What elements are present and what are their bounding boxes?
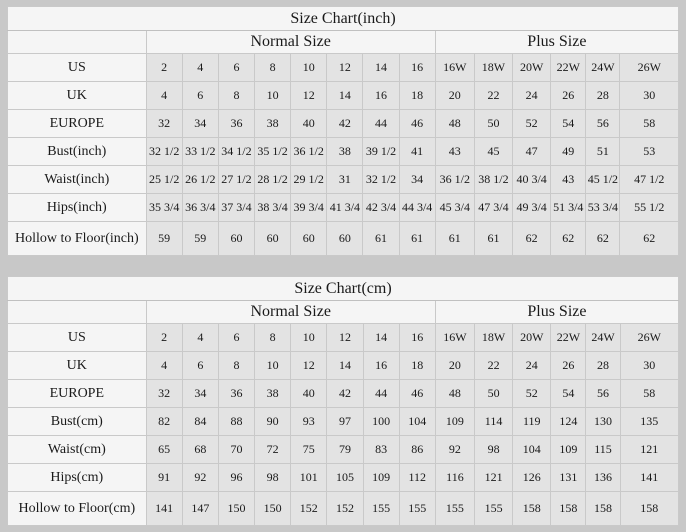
plus-size-cell: 52	[513, 380, 551, 408]
normal-size-cell: 152	[291, 492, 327, 526]
plus-size-cell: 20W	[513, 324, 551, 352]
table-row	[8, 194, 679, 222]
normal-size-cell: 92	[182, 464, 218, 492]
plus-size-cell: 36 1/2	[435, 166, 474, 194]
table-row	[8, 110, 679, 138]
normal-size-cell: 6	[218, 324, 254, 352]
size-chart-cm-table	[7, 276, 679, 526]
plus-size-cell: 131	[551, 464, 586, 492]
normal-size-cell: 4	[182, 324, 218, 352]
plus-size-cell: 47 1/2	[620, 166, 679, 194]
plus-size-cell: 16W	[435, 324, 474, 352]
plus-size-cell: 30	[620, 352, 678, 380]
normal-size-cell: 16	[399, 324, 435, 352]
normal-size-cell: 150	[255, 492, 291, 526]
plus-size-cell: 24	[513, 352, 551, 380]
normal-size-cell: 32	[146, 110, 182, 138]
plus-size-cell: 20	[435, 352, 474, 380]
normal-size-cell: 16	[363, 352, 399, 380]
normal-size-cell: 79	[327, 436, 363, 464]
plus-size-cell: 115	[586, 436, 620, 464]
normal-size-cell: 109	[363, 464, 399, 492]
normal-size-cell: 100	[363, 408, 399, 436]
plus-size-cell: 158	[551, 492, 586, 526]
normal-size-cell: 8	[218, 352, 254, 380]
plus-size-cell: 40 3/4	[513, 166, 551, 194]
plus-size-cell: 141	[620, 464, 678, 492]
table-row	[8, 166, 679, 194]
plus-size-cell: 20	[435, 82, 474, 110]
plus-size-cell: 130	[586, 408, 620, 436]
plus-size-cell: 16W	[435, 54, 474, 82]
normal-size-cell: 32	[146, 380, 182, 408]
row-label-cell: Waist(cm)	[8, 436, 147, 464]
plus-size-cell: 26	[551, 352, 586, 380]
normal-size-cell: 60	[218, 222, 254, 256]
normal-size-cell: 38	[327, 138, 363, 166]
normal-size-cell: 44	[363, 380, 399, 408]
normal-size-cell: 42	[327, 110, 363, 138]
normal-size-cell: 8	[218, 82, 254, 110]
normal-size-cell: 38 3/4	[255, 194, 291, 222]
normal-size-cell: 36	[218, 380, 254, 408]
normal-size-cell: 59	[146, 222, 182, 256]
normal-size-cell: 46	[399, 380, 435, 408]
normal-size-cell: 65	[146, 436, 182, 464]
row-label-cell: Hips(inch)	[8, 194, 147, 222]
plus-size-cell: 155	[475, 492, 513, 526]
normal-size-cell: 10	[255, 352, 291, 380]
normal-size-cell: 152	[327, 492, 363, 526]
plus-size-cell: 43	[435, 138, 474, 166]
plus-size-cell: 50	[475, 380, 513, 408]
normal-size-cell: 8	[255, 54, 291, 82]
normal-size-cell: 40	[291, 380, 327, 408]
normal-size-cell: 10	[255, 82, 291, 110]
row-label-cell: Bust(cm)	[8, 408, 147, 436]
normal-size-cell: 39 3/4	[291, 194, 327, 222]
plus-size-cell: 61	[435, 222, 474, 256]
normal-size-cell: 97	[327, 408, 363, 436]
normal-size-cell: 12	[327, 54, 363, 82]
plus-size-header: Plus Size	[435, 301, 678, 324]
plus-size-cell: 45 1/2	[586, 166, 620, 194]
normal-size-cell: 12	[291, 82, 327, 110]
row-label-cell: UK	[8, 352, 147, 380]
normal-size-cell: 31	[327, 166, 363, 194]
normal-size-cell: 6	[182, 82, 218, 110]
plus-size-cell: 38 1/2	[474, 166, 512, 194]
plus-size-cell: 104	[513, 436, 551, 464]
normal-size-cell: 72	[255, 436, 291, 464]
normal-size-cell: 141	[146, 492, 182, 526]
normal-size-cell: 91	[146, 464, 182, 492]
plus-size-cell: 62	[551, 222, 586, 256]
normal-size-cell: 61	[363, 222, 399, 256]
table-row	[8, 352, 679, 380]
normal-size-cell: 14	[327, 352, 363, 380]
normal-size-cell: 10	[291, 324, 327, 352]
normal-size-cell: 147	[182, 492, 218, 526]
normal-size-cell: 27 1/2	[218, 166, 254, 194]
normal-size-cell: 34	[182, 380, 218, 408]
plus-size-cell: 30	[620, 82, 679, 110]
normal-size-cell: 96	[218, 464, 254, 492]
table-row	[8, 436, 679, 464]
normal-size-cell: 26 1/2	[182, 166, 218, 194]
table-row	[8, 464, 679, 492]
plus-size-cell: 136	[586, 464, 620, 492]
table-row	[8, 222, 679, 256]
normal-size-cell: 60	[291, 222, 327, 256]
normal-size-cell: 36 3/4	[182, 194, 218, 222]
normal-size-cell: 25 1/2	[146, 166, 182, 194]
plus-size-cell: 54	[551, 110, 586, 138]
plus-size-cell: 61	[474, 222, 512, 256]
normal-size-cell: 32 1/2	[146, 138, 182, 166]
normal-size-cell: 88	[218, 408, 254, 436]
normal-size-cell: 90	[255, 408, 291, 436]
plus-size-cell: 47 3/4	[474, 194, 512, 222]
plus-size-cell: 62	[586, 222, 620, 256]
plus-size-cell: 26W	[620, 54, 679, 82]
normal-size-cell: 68	[182, 436, 218, 464]
normal-size-cell: 42 3/4	[363, 194, 399, 222]
normal-size-cell: 29 1/2	[291, 166, 327, 194]
normal-size-cell: 10	[291, 54, 327, 82]
plus-size-cell: 48	[435, 110, 474, 138]
plus-size-cell: 48	[435, 380, 474, 408]
plus-size-cell: 53 3/4	[586, 194, 620, 222]
normal-size-cell: 93	[291, 408, 327, 436]
corner-cell	[8, 301, 147, 324]
normal-size-cell: 4	[146, 352, 182, 380]
normal-size-cell: 83	[363, 436, 399, 464]
normal-size-cell: 34 1/2	[218, 138, 254, 166]
normal-size-cell: 40	[291, 110, 327, 138]
plus-size-cell: 22	[475, 352, 513, 380]
row-label-cell: EUROPE	[8, 380, 147, 408]
normal-size-cell: 2	[146, 54, 182, 82]
normal-size-cell: 33 1/2	[182, 138, 218, 166]
plus-size-cell: 56	[586, 110, 620, 138]
normal-size-cell: 12	[327, 324, 363, 352]
normal-size-cell: 32 1/2	[363, 166, 399, 194]
normal-size-cell: 12	[291, 352, 327, 380]
corner-cell	[8, 31, 147, 54]
normal-size-cell: 44 3/4	[399, 194, 435, 222]
plus-size-cell: 56	[586, 380, 620, 408]
normal-size-cell: 38	[255, 110, 291, 138]
normal-size-cell: 42	[327, 380, 363, 408]
plus-size-cell: 51	[586, 138, 620, 166]
row-label-cell: EUROPE	[8, 110, 147, 138]
normal-size-cell: 82	[146, 408, 182, 436]
table-title: Size Chart(inch)	[8, 7, 679, 31]
normal-size-cell: 14	[363, 54, 399, 82]
plus-size-cell: 22W	[551, 324, 586, 352]
plus-size-cell: 24W	[586, 324, 620, 352]
plus-size-cell: 49	[551, 138, 586, 166]
normal-size-cell: 6	[218, 54, 254, 82]
plus-size-cell: 62	[513, 222, 551, 256]
plus-size-cell: 62	[620, 222, 679, 256]
plus-size-cell: 54	[551, 380, 586, 408]
normal-size-cell: 86	[399, 436, 435, 464]
plus-size-cell: 26W	[620, 324, 678, 352]
plus-size-cell: 49 3/4	[513, 194, 551, 222]
normal-size-cell: 35 3/4	[146, 194, 182, 222]
row-label-cell: Bust(inch)	[8, 138, 147, 166]
normal-size-cell: 35 1/2	[255, 138, 291, 166]
table-row	[8, 408, 679, 436]
table-row	[8, 138, 679, 166]
plus-size-cell: 119	[513, 408, 551, 436]
normal-size-cell: 38	[255, 380, 291, 408]
row-label-cell: Hollow to Floor(inch)	[8, 222, 147, 256]
normal-size-cell: 60	[255, 222, 291, 256]
normal-size-cell: 41 3/4	[327, 194, 363, 222]
plus-size-cell: 26	[551, 82, 586, 110]
normal-size-cell: 37 3/4	[218, 194, 254, 222]
row-label-cell: Hollow to Floor(cm)	[8, 492, 147, 526]
plus-size-cell: 51 3/4	[551, 194, 586, 222]
normal-size-cell: 6	[182, 352, 218, 380]
plus-size-cell: 158	[620, 492, 678, 526]
plus-size-cell: 92	[435, 436, 474, 464]
table-row	[8, 82, 679, 110]
plus-size-cell: 47	[513, 138, 551, 166]
normal-size-cell: 8	[255, 324, 291, 352]
plus-size-cell: 126	[513, 464, 551, 492]
plus-size-cell: 116	[435, 464, 474, 492]
plus-size-cell: 24W	[586, 54, 620, 82]
normal-size-cell: 155	[399, 492, 435, 526]
size-chart-inch-table	[7, 6, 679, 256]
plus-size-cell: 55 1/2	[620, 194, 679, 222]
plus-size-cell: 24	[513, 82, 551, 110]
plus-size-cell: 158	[513, 492, 551, 526]
plus-size-cell: 20W	[513, 54, 551, 82]
plus-size-cell: 58	[620, 380, 678, 408]
normal-size-cell: 150	[218, 492, 254, 526]
plus-size-cell: 158	[586, 492, 620, 526]
normal-size-cell: 155	[363, 492, 399, 526]
plus-size-cell: 22	[474, 82, 512, 110]
plus-size-cell: 22W	[551, 54, 586, 82]
plus-size-cell: 45 3/4	[435, 194, 474, 222]
plus-size-cell: 18W	[475, 324, 513, 352]
normal-size-cell: 70	[218, 436, 254, 464]
plus-size-cell: 109	[435, 408, 474, 436]
plus-size-header: Plus Size	[435, 31, 678, 54]
normal-size-cell: 36 1/2	[291, 138, 327, 166]
plus-size-cell: 135	[620, 408, 678, 436]
plus-size-cell: 114	[475, 408, 513, 436]
plus-size-cell: 28	[586, 352, 620, 380]
column-group-row	[8, 301, 679, 324]
table-title: Size Chart(cm)	[8, 277, 679, 301]
normal-size-cell: 84	[182, 408, 218, 436]
table-title-row	[8, 7, 679, 31]
normal-size-cell: 44	[363, 110, 399, 138]
normal-size-cell: 16	[399, 54, 435, 82]
plus-size-cell: 52	[513, 110, 551, 138]
plus-size-cell: 18W	[474, 54, 512, 82]
normal-size-cell: 2	[146, 324, 182, 352]
table-row	[8, 324, 679, 352]
row-label-cell: UK	[8, 82, 147, 110]
normal-size-cell: 101	[291, 464, 327, 492]
normal-size-cell: 59	[182, 222, 218, 256]
normal-size-cell: 4	[146, 82, 182, 110]
plus-size-cell: 50	[474, 110, 512, 138]
normal-size-cell: 39 1/2	[363, 138, 399, 166]
row-label-cell: US	[8, 324, 147, 352]
normal-size-cell: 75	[291, 436, 327, 464]
normal-size-cell: 60	[327, 222, 363, 256]
normal-size-cell: 14	[363, 324, 399, 352]
normal-size-cell: 104	[399, 408, 435, 436]
plus-size-cell: 58	[620, 110, 679, 138]
normal-size-cell: 18	[399, 82, 435, 110]
normal-size-cell: 14	[327, 82, 363, 110]
normal-size-cell: 98	[255, 464, 291, 492]
normal-size-cell: 105	[327, 464, 363, 492]
plus-size-cell: 124	[551, 408, 586, 436]
normal-size-cell: 34	[399, 166, 435, 194]
normal-size-cell: 36	[218, 110, 254, 138]
row-label-cell: US	[8, 54, 147, 82]
normal-size-cell: 4	[182, 54, 218, 82]
normal-size-cell: 18	[399, 352, 435, 380]
table-row	[8, 492, 679, 526]
plus-size-cell: 109	[551, 436, 586, 464]
normal-size-cell: 28 1/2	[255, 166, 291, 194]
normal-size-header: Normal Size	[146, 301, 435, 324]
row-label-cell: Waist(inch)	[8, 166, 147, 194]
plus-size-cell: 155	[435, 492, 474, 526]
plus-size-cell: 45	[474, 138, 512, 166]
plus-size-cell: 28	[586, 82, 620, 110]
table-title-row	[8, 277, 679, 301]
column-group-row	[8, 31, 679, 54]
normal-size-cell: 112	[399, 464, 435, 492]
table-row	[8, 54, 679, 82]
normal-size-cell: 16	[363, 82, 399, 110]
plus-size-cell: 121	[620, 436, 678, 464]
row-label-cell: Hips(cm)	[8, 464, 147, 492]
plus-size-cell: 53	[620, 138, 679, 166]
normal-size-cell: 41	[399, 138, 435, 166]
normal-size-cell: 34	[182, 110, 218, 138]
normal-size-header: Normal Size	[146, 31, 435, 54]
normal-size-cell: 46	[399, 110, 435, 138]
normal-size-cell: 61	[399, 222, 435, 256]
plus-size-cell: 121	[475, 464, 513, 492]
plus-size-cell: 98	[475, 436, 513, 464]
table-row	[8, 380, 679, 408]
plus-size-cell: 43	[551, 166, 586, 194]
